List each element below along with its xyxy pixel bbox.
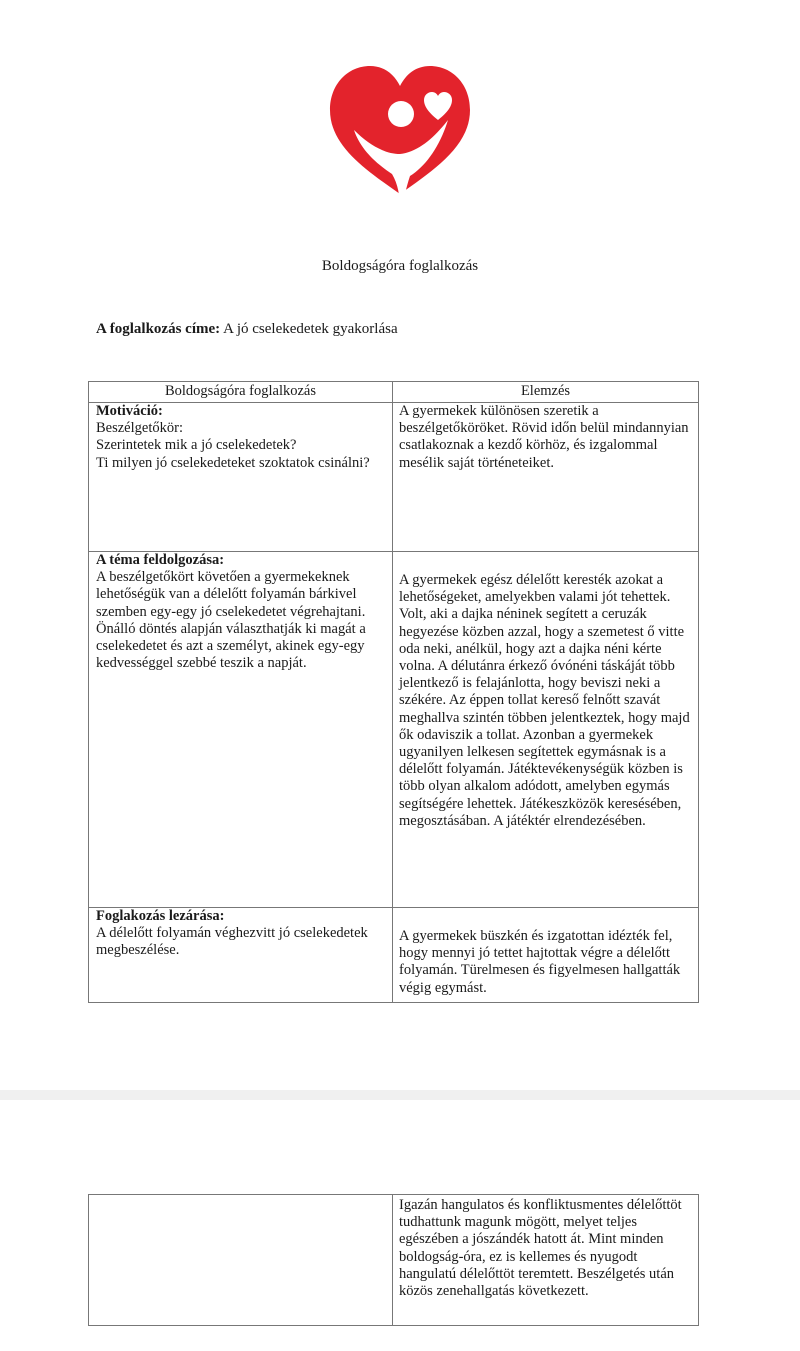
- cell-text: A gyermekek büszkén és izgatottan idézték fel, hogy mennyi jó tettet hajtottak végre a délelőtt folyamán. Türelmesen és figyelmesen hallgatták végig egymást.: [399, 928, 681, 996]
- section-title: Motiváció:: [96, 403, 163, 419]
- section-title: Foglakozás lezárása:: [96, 908, 225, 924]
- cell-text: A délelőtt folyamán véghezvitt jó cselekedetek megbeszélése.: [96, 925, 368, 959]
- lesson-title-value: A jó cselekedetek gyakorlása: [223, 321, 398, 337]
- table-cell: [89, 908, 393, 1003]
- table-row-continuation: [89, 1195, 699, 1326]
- table-row-topic: [89, 552, 699, 908]
- lesson-title-line: [96, 321, 398, 338]
- table-row-closing: [89, 908, 699, 1003]
- table-cell: [89, 552, 393, 908]
- cell-text: A gyermekek különösen szeretik a beszélgetőköröket. Rövid időn belül mindannyian csatlakoznak a kezdő körhöz, és izgalommal mesélik saját történeteiket.: [399, 403, 689, 471]
- table-cell: [393, 403, 699, 552]
- lesson-title-label: A foglalkozás címe:: [96, 321, 221, 337]
- table-cell: [89, 403, 393, 552]
- column-header-analysis: Elemzés: [393, 382, 699, 403]
- table-cell: Igazán hangulatos és konfliktusmentes délelőttöt tudhattunk magunk mögött, melyet teljes egészében a jószándék hatott át. Mint minden boldogság-óra, ez is kellemes és nyugodt hangulatú délelőttöt teremtett. Beszélgetés után közös zenehallgatás következett.: [393, 1195, 699, 1326]
- heart-logo-icon: [326, 62, 474, 212]
- lesson-table: [88, 381, 699, 1003]
- cell-text: A beszélgetőkört követően a gyermekeknek lehetőségük van a délelőtt folyamán bárkivel szemben egy-egy jó cselekedetet végrehajtani. Önálló döntés alapján választhatják ki magát a cselekedetet és azt a személyt, akinek egy-egy kedvességgel szebbé teszik a napját.: [96, 569, 366, 672]
- page-title: Boldogságóra foglalkozás: [321, 258, 479, 274]
- table-cell: [89, 1195, 393, 1326]
- section-title: A téma feldolgozása:: [96, 552, 225, 568]
- cell-text: Beszélgetőkör: Szerintetek mik a jó cselekedetek? Ti milyen jó cselekedeteket szoktatok csinálni?: [96, 420, 370, 471]
- continuation-table: [88, 1194, 699, 1326]
- table-row-motivation: [89, 403, 699, 552]
- table-cell: [393, 908, 699, 1003]
- cell-text: A gyermekek egész délelőtt keresték azokat a lehetőségeket, amelyekben valami jót tehettek. Volt, aki a dajka néninek segített a ceruzák hegyezése közben azzal, hogy a szemetest ő vitte oda neki, anélkül, hogy azt a dajka néni kérte volna. A délutánra érkező óvónéni táskáját több jelentkező is felajánlotta, hogy beviszi neki a székére. Az éppen tollat kereső felnőtt szavát meghallva szintén többen jelentkeztek, hogy majd ők odaviszik a tollat. Azonban a gyermekek ugyanilyen lelkesen segítettek egymásnak is a délelőtt folyamán. Játéktevékenységük közben is több olyan alkalom adódott, amelyben egymás segítségére lehettek. Játékeszközök keresésében, megosztásában. A játéktér elrendezésében.: [399, 572, 690, 829]
- document-page-2: [0, 1100, 800, 1351]
- table-cell: [393, 552, 699, 908]
- column-header-lesson: Boldogságóra foglalkozás: [89, 382, 393, 403]
- table-header-row: [89, 382, 699, 403]
